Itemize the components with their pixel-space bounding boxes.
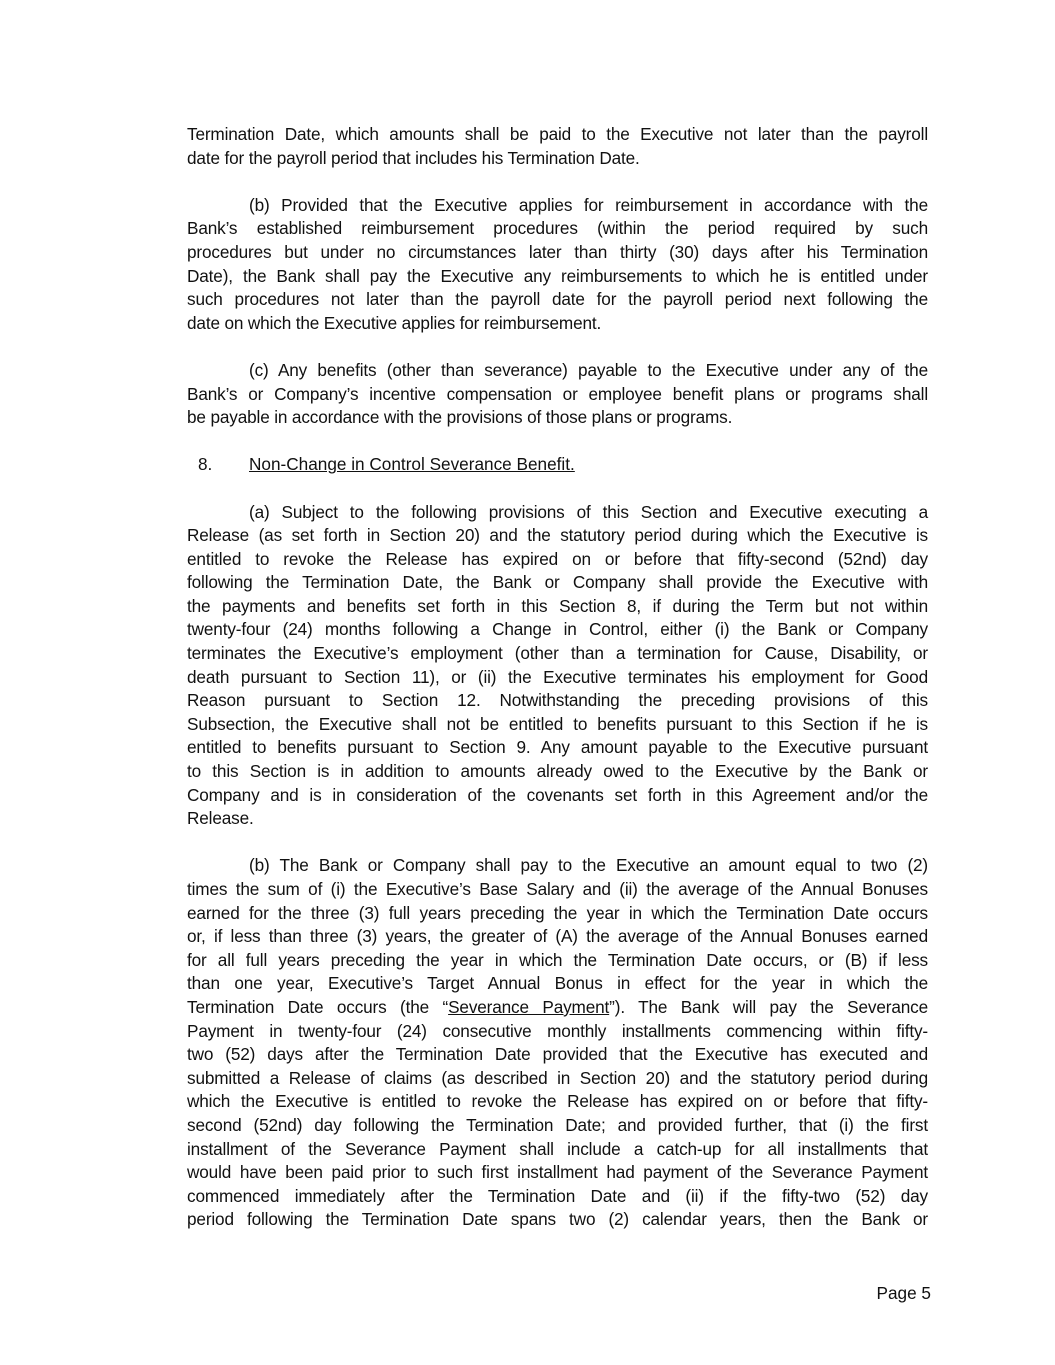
- paragraph-b: [187, 854, 928, 1232]
- paragraph-line: for all full years preceding the year in which the Termination Date occurs, or (B) if less: [187, 949, 928, 970]
- paragraph-line: Release.: [187, 808, 254, 829]
- paragraph-line: [187, 996, 928, 1020]
- section-number: 8.: [198, 454, 213, 475]
- paragraph-line: death pursuant to Section 11), or (ii) the Executive terminates his employment for Good: [187, 666, 928, 687]
- paragraph-line: Subsection, the Executive shall not be entitled to benefits pursuant to this Section if he is: [187, 713, 928, 734]
- defined-term-severance-payment: Severance Payment: [448, 996, 610, 1017]
- paragraph-line: period following the Termination Date spans two (2) calendar years, then the Bank or: [187, 1209, 928, 1230]
- paragraph-a: [187, 501, 928, 831]
- paragraph-line: Bank’s or Company’s incentive compensation or employee benefit plans or programs shall: [187, 383, 928, 404]
- paragraph-line: times the sum of (i) the Executive’s Base Salary and (ii) the average of the Annual Bonuses: [187, 879, 928, 899]
- paragraph-line: such procedures not later than the payroll date for the payroll period next following the: [187, 289, 928, 310]
- paragraph-line: entitled to revoke the Release has expired on or before that fifty-second (52nd) day: [187, 548, 928, 569]
- paragraph-line: would have been paid prior to such first installment had payment of the Severance Payment: [187, 1162, 928, 1183]
- paragraph-line: Reason pursuant to Section 12. Notwithstanding the preceding provisions of this: [187, 690, 928, 711]
- paragraph-line: Bank’s established reimbursement procedures (within the period required by such: [187, 218, 928, 239]
- section-heading: [187, 453, 928, 477]
- paragraph-line: than one year, Executive’s Target Annual Bonus in effect for the year in which the: [187, 973, 928, 994]
- paragraph-line: entitled to benefits pursuant to Section 9. Any amount payable to the Executive pursuant: [187, 737, 928, 758]
- page-number: Page 5: [876, 1283, 931, 1303]
- paragraph-line: submitted a Release of claims (as described in Section 20) and the statutory period during: [187, 1067, 928, 1088]
- paragraph-line: Release (as set forth in Section 20) and the statutory period during which the Executive is: [187, 525, 928, 546]
- text-segment: Termination Date occurs (the “: [187, 996, 449, 1017]
- paragraph-line: which the Executive is entitled to revoke the Release has expired on or before that fifty-: [187, 1091, 928, 1112]
- paragraph: [187, 359, 928, 430]
- paragraph-line: (c) Any benefits (other than severance) payable to the Executive under any of the: [249, 359, 928, 380]
- paragraph-line: (b) The Bank or Company shall pay to the Executive an amount equal to two (2): [249, 855, 928, 876]
- paragraph-line: Date), the Bank shall pay the Executive any reimbursements to which he is entitled under: [187, 265, 928, 286]
- paragraph-line: be payable in accordance with the provisions of those plans or programs.: [187, 407, 733, 428]
- paragraph-line: or, if less than three (3) years, the greater of (A) the average of the Annual Bonuses earned: [187, 926, 928, 947]
- paragraph-line: date for the payroll period that includes his Termination Date.: [187, 147, 640, 168]
- paragraph-line: earned for the three (3) full years preceding the year in which the Termination Date occurs: [187, 902, 928, 923]
- section-title: Non-Change in Control Severance Benefit.: [249, 454, 575, 475]
- paragraph-line: twenty-four (24) months following a Change in Control, either (i) the Bank or Company: [187, 619, 928, 640]
- paragraph-line: date on which the Executive applies for reimbursement.: [187, 312, 602, 333]
- paragraph-line: installment of the Severance Payment shall include a catch-up for all installments that: [187, 1138, 928, 1159]
- paragraph-line: procedures but under no circumstances later than thirty (30) days after his Termination: [187, 241, 928, 262]
- paragraph-line: second (52nd) day following the Termination Date; and provided further, that (i) the first: [187, 1114, 928, 1135]
- text-segment: ”). The Bank will pay the Severance: [609, 996, 928, 1017]
- paragraph-line: (b) Provided that the Executive applies for reimbursement in accordance with the: [249, 194, 928, 215]
- paragraph-line: two (52) days after the Termination Date provided that the Executive has executed and: [187, 1044, 928, 1065]
- paragraph: [187, 194, 928, 336]
- paragraph-line: the payments and benefits set forth in this Section 8, if during the Term but not within: [187, 595, 928, 616]
- document-body: [187, 123, 928, 1256]
- paragraph-line: terminates the Executive’s employment (other than a termination for Cause, Disability, or: [187, 643, 928, 664]
- paragraph-line: Payment in twenty-four (24) consecutive monthly installments commencing within fifty-: [187, 1020, 928, 1041]
- paragraph-line: Termination Date, which amounts shall be paid to the Executive not later than the payroll: [187, 124, 928, 144]
- paragraph-line: following the Termination Date, the Bank or Company shall provide the Executive with: [187, 572, 928, 593]
- paragraph: [187, 123, 928, 170]
- paragraph-line: Company and is in consideration of the covenants set forth in this Agreement and/or the: [187, 784, 928, 805]
- paragraph-line: commenced immediately after the Termination Date and (ii) if the fifty-two (52) day: [187, 1185, 928, 1206]
- paragraph-line: (a) Subject to the following provisions of this Section and Executive executing a: [249, 501, 928, 522]
- paragraph-line: to this Section is in addition to amounts already owed to the Executive by the Bank or: [187, 761, 928, 782]
